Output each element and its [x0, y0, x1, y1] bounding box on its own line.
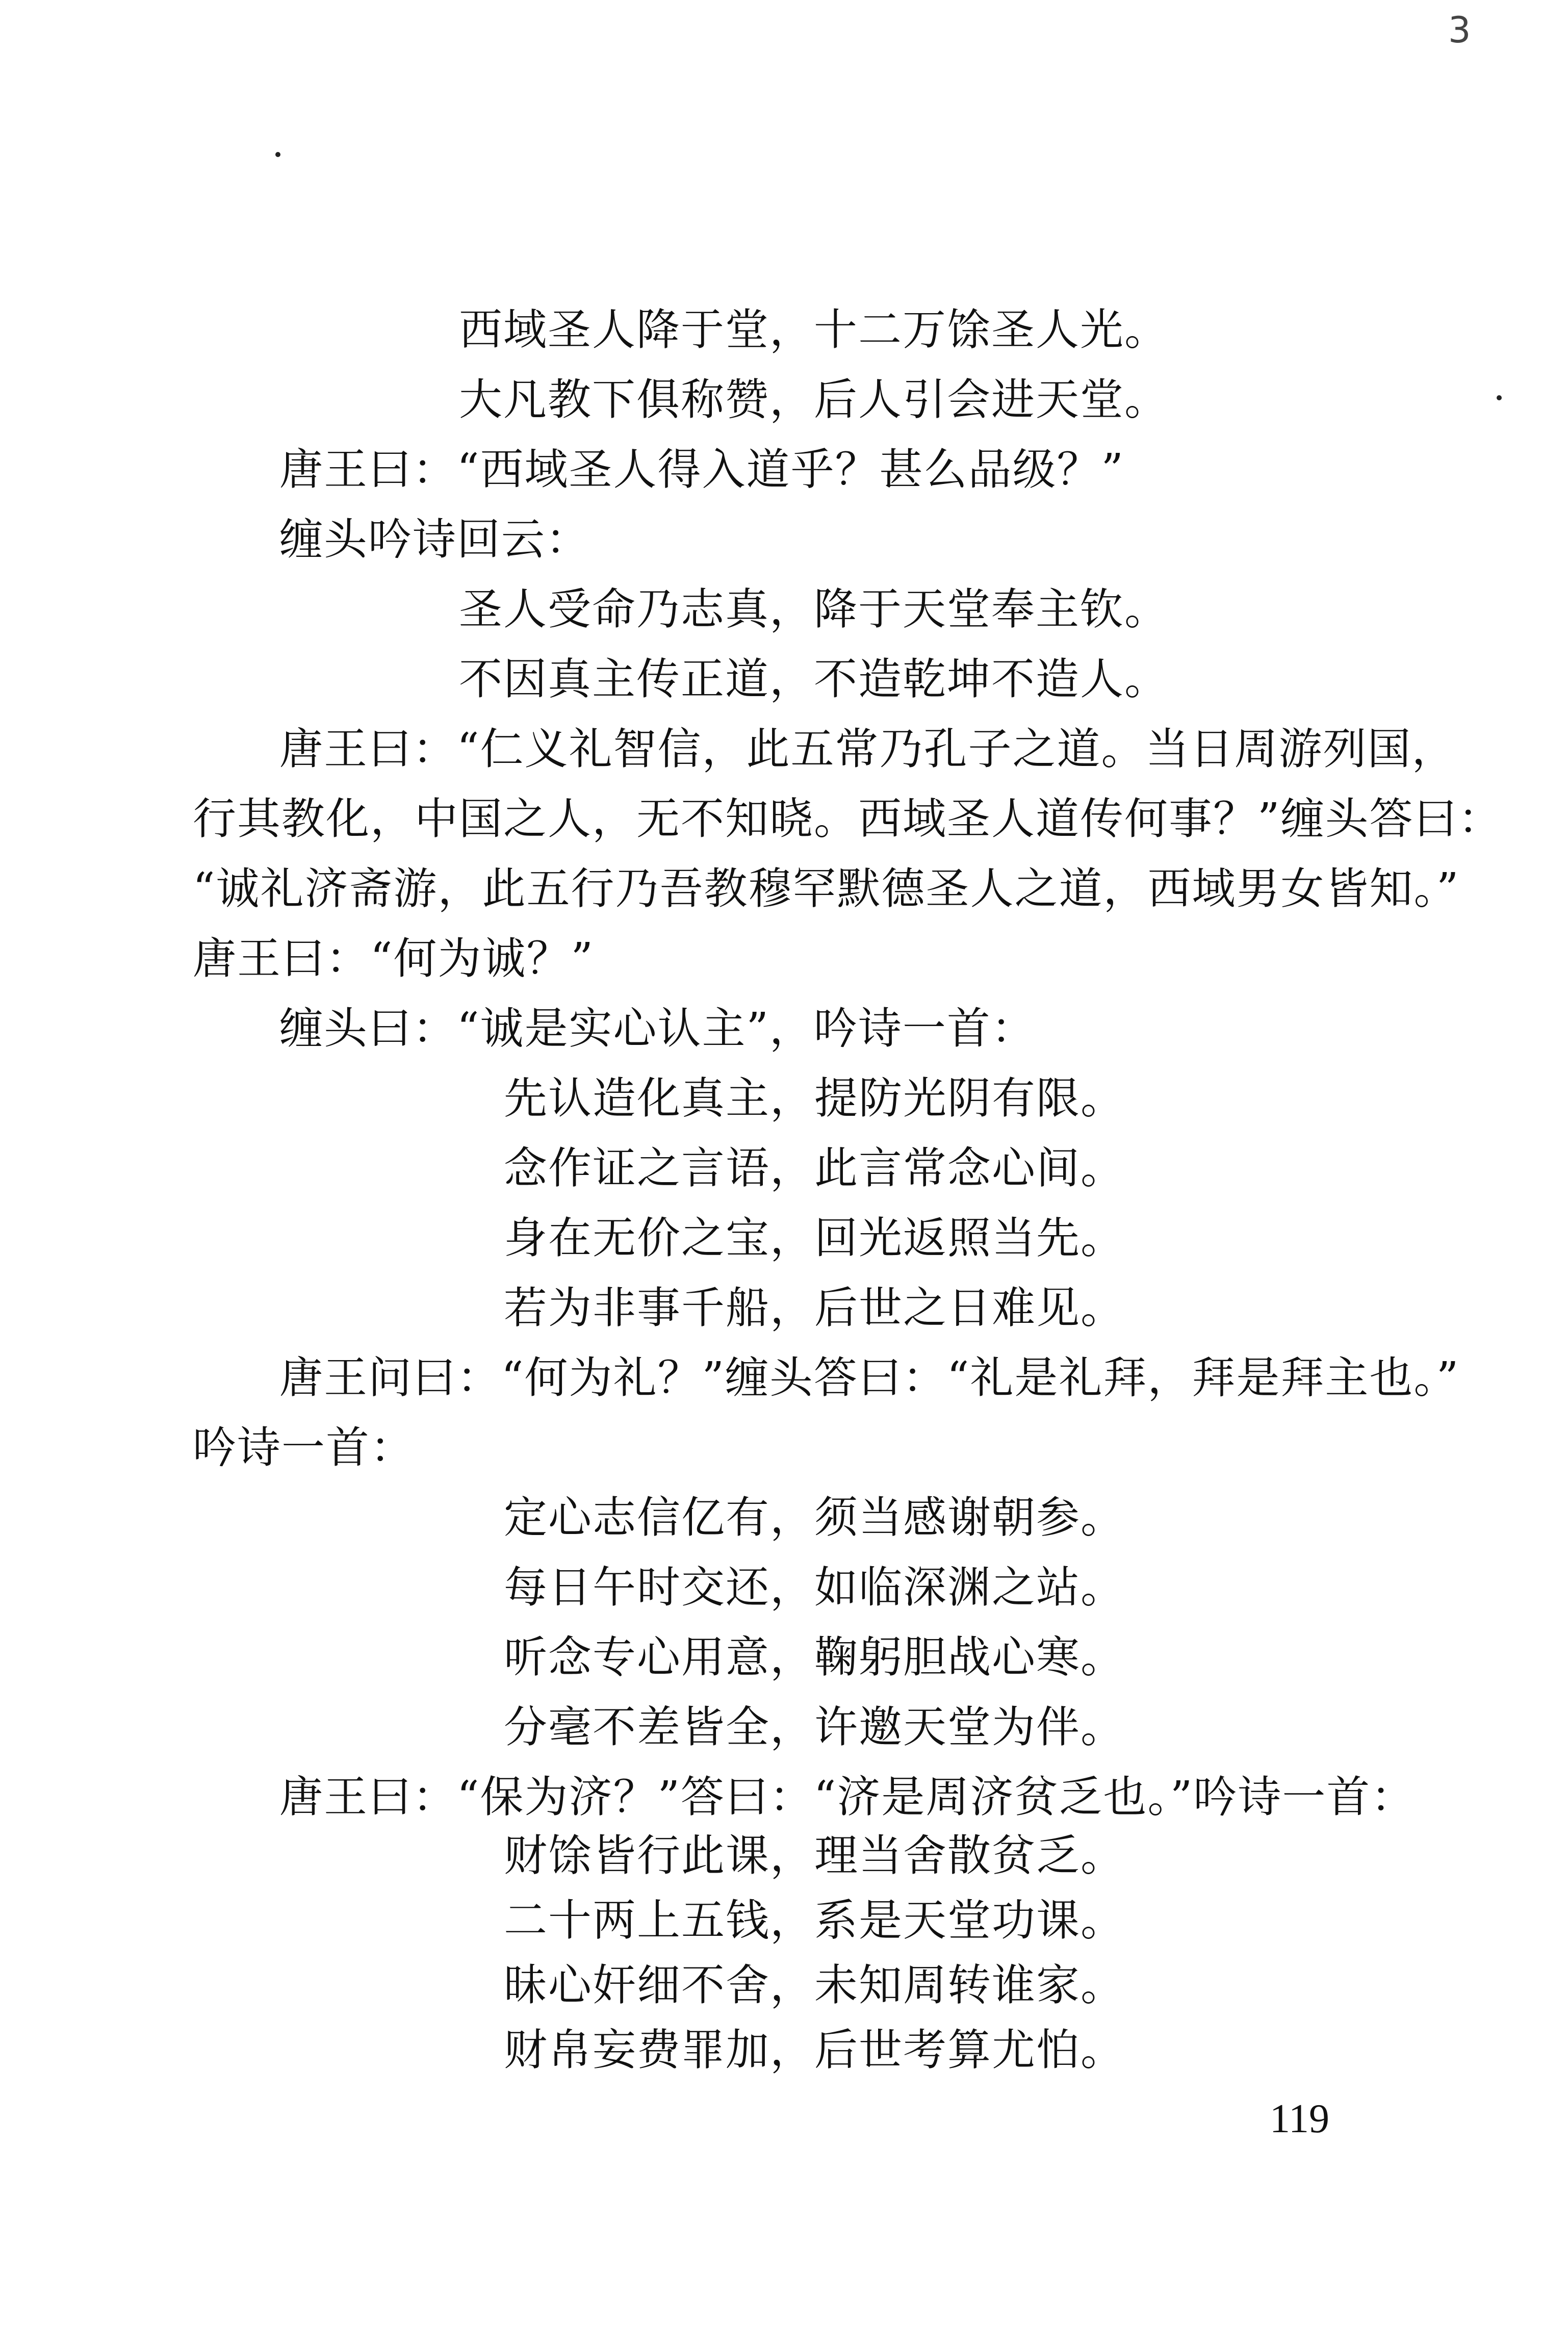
corner-mark: 3 — [1448, 9, 1471, 51]
poem-line: 每日午时交还，如临深渊之站。 — [504, 1563, 1125, 1613]
paragraph-line: 缠头吟诗回云： — [279, 515, 590, 565]
poem-line: 昧心奸细不舍，未知周转谁家。 — [504, 1960, 1125, 2011]
poem-line: 若为非事千船，后世之日难见。 — [504, 1283, 1125, 1334]
poem-line: 财馀皆行此课，理当舍散贫乏。 — [504, 1831, 1125, 1881]
paragraph-line: 唐王曰：“仁义礼智信，此五常乃孔子之道。当日周游列国， — [279, 724, 1456, 775]
poem-line: 二十两上五钱，系是天堂功课。 — [504, 1896, 1125, 1946]
paragraph-line: “诚礼济斋游，此五行乃吾教穆罕默德圣人之道，西域男女皆知。” — [193, 864, 1460, 914]
paragraph-line: 行其教化，中国之人，无不知晓。西域圣人道传何事？”缠头答曰： — [193, 794, 1503, 845]
poem-line: 身在无价之宝，回光返照当先。 — [504, 1213, 1125, 1264]
paragraph-line: 唐王问曰：“何为礼？”缠头答曰：“礼是礼拜，拜是拜主也。” — [279, 1353, 1460, 1403]
poem-line: 念作证之言语，此言常念心间。 — [504, 1143, 1125, 1194]
poem-line: 西域圣人降于堂，十二万馀圣人光。 — [459, 305, 1169, 355]
poem-line: 听念专心用意，鞠躬胆战心寒。 — [504, 1632, 1125, 1683]
paragraph-line: 唐王曰：“西域圣人得入道乎？甚么品级？” — [279, 445, 1124, 495]
paragraph-line: 唐王曰：“保为济？”答曰：“济是周济贫乏也。”吟诗一首： — [279, 1772, 1416, 1823]
ink-speck — [1497, 395, 1502, 400]
ink-speck — [275, 152, 280, 157]
paragraph-line: 缠头曰：“诚是实心认主”，吟诗一首： — [279, 1004, 1036, 1054]
poem-line: 不因真主传正道，不造乾坤不造人。 — [459, 654, 1169, 705]
poem-line: 先认造化真主，提防光阴有限。 — [504, 1073, 1125, 1124]
paragraph-line: 唐王曰：“何为诚？” — [193, 934, 594, 984]
poem-line: 大凡教下俱称赞，后人引会进天堂。 — [459, 375, 1169, 425]
paragraph-line: 吟诗一首： — [193, 1423, 415, 1473]
poem-line: 圣人受命乃志真，降于天堂奉主钦。 — [459, 584, 1169, 635]
page-number: 119 — [1270, 2096, 1330, 2141]
poem-line: 分毫不差皆全，许邀天堂为伴。 — [504, 1702, 1125, 1753]
poem-line: 财帛妄费罪加，后世考算尤怕。 — [504, 2025, 1125, 2076]
poem-line: 定心志信亿有，须当感谢朝参。 — [504, 1493, 1125, 1543]
